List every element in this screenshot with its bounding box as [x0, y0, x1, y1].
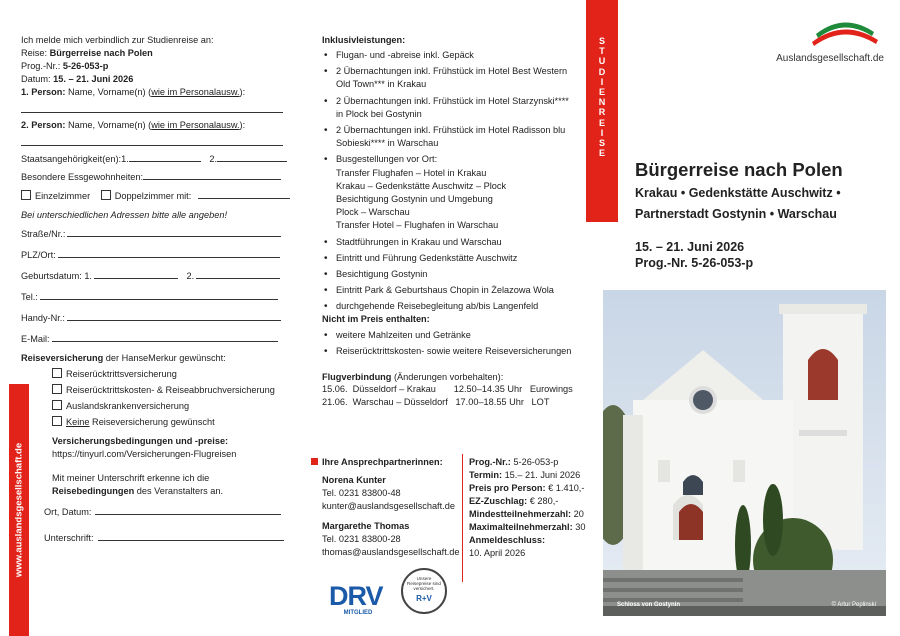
signature-note-2: Reisebedingungen des Veranstalters an.	[52, 486, 224, 496]
tel-row: Tel.:	[21, 290, 278, 304]
conditions-link[interactable]: https://tinyurl.com/Versicherungen-Flugreisen	[52, 449, 237, 459]
conditions-title: Versicherungsbedingungen und -preise:	[52, 436, 229, 446]
mobile-row: Handy-Nr.:	[21, 311, 281, 325]
insurance-option[interactable]: Reiserücktrittsversicherung	[52, 368, 177, 381]
list-item: • 2 Übernachtungen inkl. Frühstück im Hotel Best Western Old Town*** in Krakau	[322, 65, 592, 91]
signature-note-1: Mit meiner Unterschrift erkenne ich die	[52, 473, 210, 483]
nationality2-field[interactable]	[217, 152, 287, 162]
studienreise-bar	[586, 0, 618, 222]
facts-box	[469, 456, 585, 560]
list-item: • Eintritt Park & Geburtshaus Chopin in Żelazowa Wola	[322, 284, 592, 297]
list-item: • 2 Übernachtungen inkl. Frühstück im Hotel Starzynski**** in Plock bei Gostynin	[322, 95, 592, 121]
list-item: • Stadtführungen in Krakau und Warschau	[322, 236, 592, 249]
datum-line: Datum: 15. – 21. Juni 2026	[21, 74, 134, 84]
no-insurance-option[interactable]: Keine Reiseversicherung gewünscht	[52, 416, 215, 429]
double-room-checkbox[interactable]	[101, 190, 111, 200]
not-included-title: Nicht im Preis enthalten:	[322, 314, 430, 324]
auslandsgesellschaft-logo: Auslandsgesellschaft.de	[772, 14, 884, 64]
travel-dates: 15. – 21. Juni 2026	[635, 240, 745, 254]
drv-logo: DRV MITGLIED	[329, 581, 383, 616]
person1-field[interactable]	[21, 112, 283, 113]
list-item: • Besichtigung Gostynin	[322, 268, 592, 281]
no-insurance-checkbox[interactable]	[52, 416, 62, 426]
email-row: E-Mail:	[21, 332, 278, 346]
facts-divider	[462, 454, 463, 582]
insurance-checkbox[interactable]	[52, 368, 62, 378]
subtitle-line-2: Partnerstadt Gostynin • Warschau	[635, 207, 837, 221]
person1-label: 1. Person: Name, Vorname(n) (wie im Personalausw.):	[21, 87, 246, 97]
reise-line: Reise: Bürgerreise nach Polen	[21, 48, 153, 58]
diet-field[interactable]	[143, 170, 281, 180]
fact-row: 10. April 2026	[469, 548, 526, 558]
fact-row: Mindestteilnehmerzahl: 20	[469, 509, 584, 519]
insurance-seal: Unsere Reisepreise sind versichert. R+V	[401, 568, 447, 614]
plz-field[interactable]	[58, 248, 280, 258]
logo-arc-icon	[772, 14, 884, 46]
contact-title: Ihre Ansprechpartnerinnen:	[322, 457, 443, 467]
person2-label: 2. Person: Name, Vorname(n) (wie im Personalausw.):	[21, 120, 246, 130]
side-url: www.auslandsgesellschaft.de	[13, 442, 25, 578]
fact-row: Anmeldeschluss:	[469, 535, 546, 545]
mobile-field[interactable]	[67, 311, 281, 321]
nationality-row: Staatsangehörigkeit(en):1. 2.	[21, 152, 287, 166]
list-item: • Busgestellungen vor Ort: Transfer Flughafen – Hotel in Krakau Krakau – Gedenkstätte Auschwitz – Plock Besichtigung Gostynin und Umgebung Plock – Warschau Transfer Hotel – Flughafen in Warschau	[322, 153, 592, 232]
street-field[interactable]	[67, 227, 281, 237]
not-included-list	[322, 329, 592, 358]
contact2-name: Margarethe Thomas	[322, 521, 410, 531]
inclusions-list	[322, 49, 592, 314]
flight-row: 21.06. Warschau – Düsseldorf 17.00–18.55 Uhr LOT	[322, 397, 550, 407]
subtitle-line-1: Krakau • Gedenkstätte Auschwitz •	[635, 186, 841, 200]
plz-row: PLZ/Ort:	[21, 248, 280, 262]
birthdate-row: Geburtsdatum: 1. 2.	[21, 269, 280, 283]
place-date-field[interactable]	[95, 505, 281, 515]
insurance-option[interactable]: Reiserücktrittskosten- & Reiseabbruchversicherung	[52, 384, 275, 397]
fact-row: EZ-Zuschlag: € 280,-	[469, 496, 559, 506]
form-intro: Ich melde mich verbindlich zur Studienreise an:	[21, 35, 214, 45]
list-item: • 2 Übernachtungen inkl. Frühstück im Hotel Radisson blu Sobieski**** in Warschau	[322, 124, 592, 150]
contact1-tel: Tel. 0231 83800-48	[322, 488, 401, 498]
nationality1-field[interactable]	[129, 152, 201, 162]
double-room-field[interactable]	[198, 189, 290, 199]
program-number: Prog.-Nr. 5-26-053-p	[635, 256, 754, 270]
contact2-email[interactable]: thomas@auslandsgesellschaft.de	[322, 547, 460, 557]
contact1-email[interactable]: kunter@auslandsgesellschaft.de	[322, 501, 455, 511]
birthdate2-field[interactable]	[196, 269, 280, 279]
email-field[interactable]	[52, 332, 278, 342]
street-row: Straße/Nr.:	[21, 227, 281, 241]
contact2-tel: Tel. 0231 83800-28	[322, 534, 401, 544]
single-room-checkbox[interactable]	[21, 190, 31, 200]
flights-title: Flugverbindung (Änderungen vorbehalten):	[322, 372, 504, 382]
contact-marker	[311, 458, 318, 465]
contact1-name: Norena Kunter	[322, 475, 386, 485]
room-row: Einzelzimmer Doppelzimmer mit:	[21, 189, 290, 203]
fact-row: Preis pro Person: € 1.410,-	[469, 483, 585, 493]
birthdate1-field[interactable]	[94, 269, 178, 279]
inclusions-title: Inklusivleistungen:	[322, 35, 406, 45]
flight-row: 15.06. Düsseldorf – Krakau 12.50–14.35 Uhr Eurowings	[322, 384, 573, 394]
fact-row: Maximalteilnehmerzahl: 30	[469, 522, 586, 532]
studienreise-label: S T U D I E N R E I S E	[598, 36, 606, 159]
address-note: Bei unterschiedlichen Adressen bitte alle angeben!	[21, 210, 228, 220]
insurance-checkbox[interactable]	[52, 384, 62, 394]
prog-line: Prog.-Nr.: 5-26-053-p	[21, 61, 109, 71]
photo-credit: © Artur Peplinski	[831, 602, 876, 608]
insurance-title: Reiseversicherung der HanseMerkur gewünscht:	[21, 353, 226, 363]
insurance-option[interactable]: Auslandskrankenversicherung	[52, 400, 189, 413]
list-item: • Flugan- und -abreise inkl. Gepäck	[322, 49, 592, 62]
list-item: • Eintritt und Führung Gedenkstätte Auschwitz	[322, 252, 592, 265]
list-item: • Reiserücktrittskosten- sowie weitere Reiseversicherungen	[322, 345, 592, 358]
photo-caption: Schloss von Gostynin	[617, 602, 681, 608]
list-item: • weitere Mahlzeiten und Getränke	[322, 329, 592, 342]
castle-photo	[603, 290, 886, 616]
insurance-checkbox[interactable]	[52, 400, 62, 410]
fact-row: Prog.-Nr.: 5-26-053-p	[469, 457, 559, 467]
fact-row: Termin: 15.– 21. Juni 2026	[469, 470, 581, 480]
page-title: Bürgerreise nach Polen	[635, 159, 843, 180]
tel-field[interactable]	[40, 290, 278, 300]
person2-field[interactable]	[21, 145, 283, 146]
signature-row: Unterschrift:	[44, 531, 284, 545]
place-date-row: Ort, Datum:	[44, 505, 281, 519]
side-url-bar	[9, 384, 29, 636]
diet-row: Besondere Essgewohnheiten:	[21, 170, 281, 184]
signature-field[interactable]	[98, 531, 284, 541]
list-item: • durchgehende Reisebegleitung ab/bis Langenfeld	[322, 300, 592, 313]
